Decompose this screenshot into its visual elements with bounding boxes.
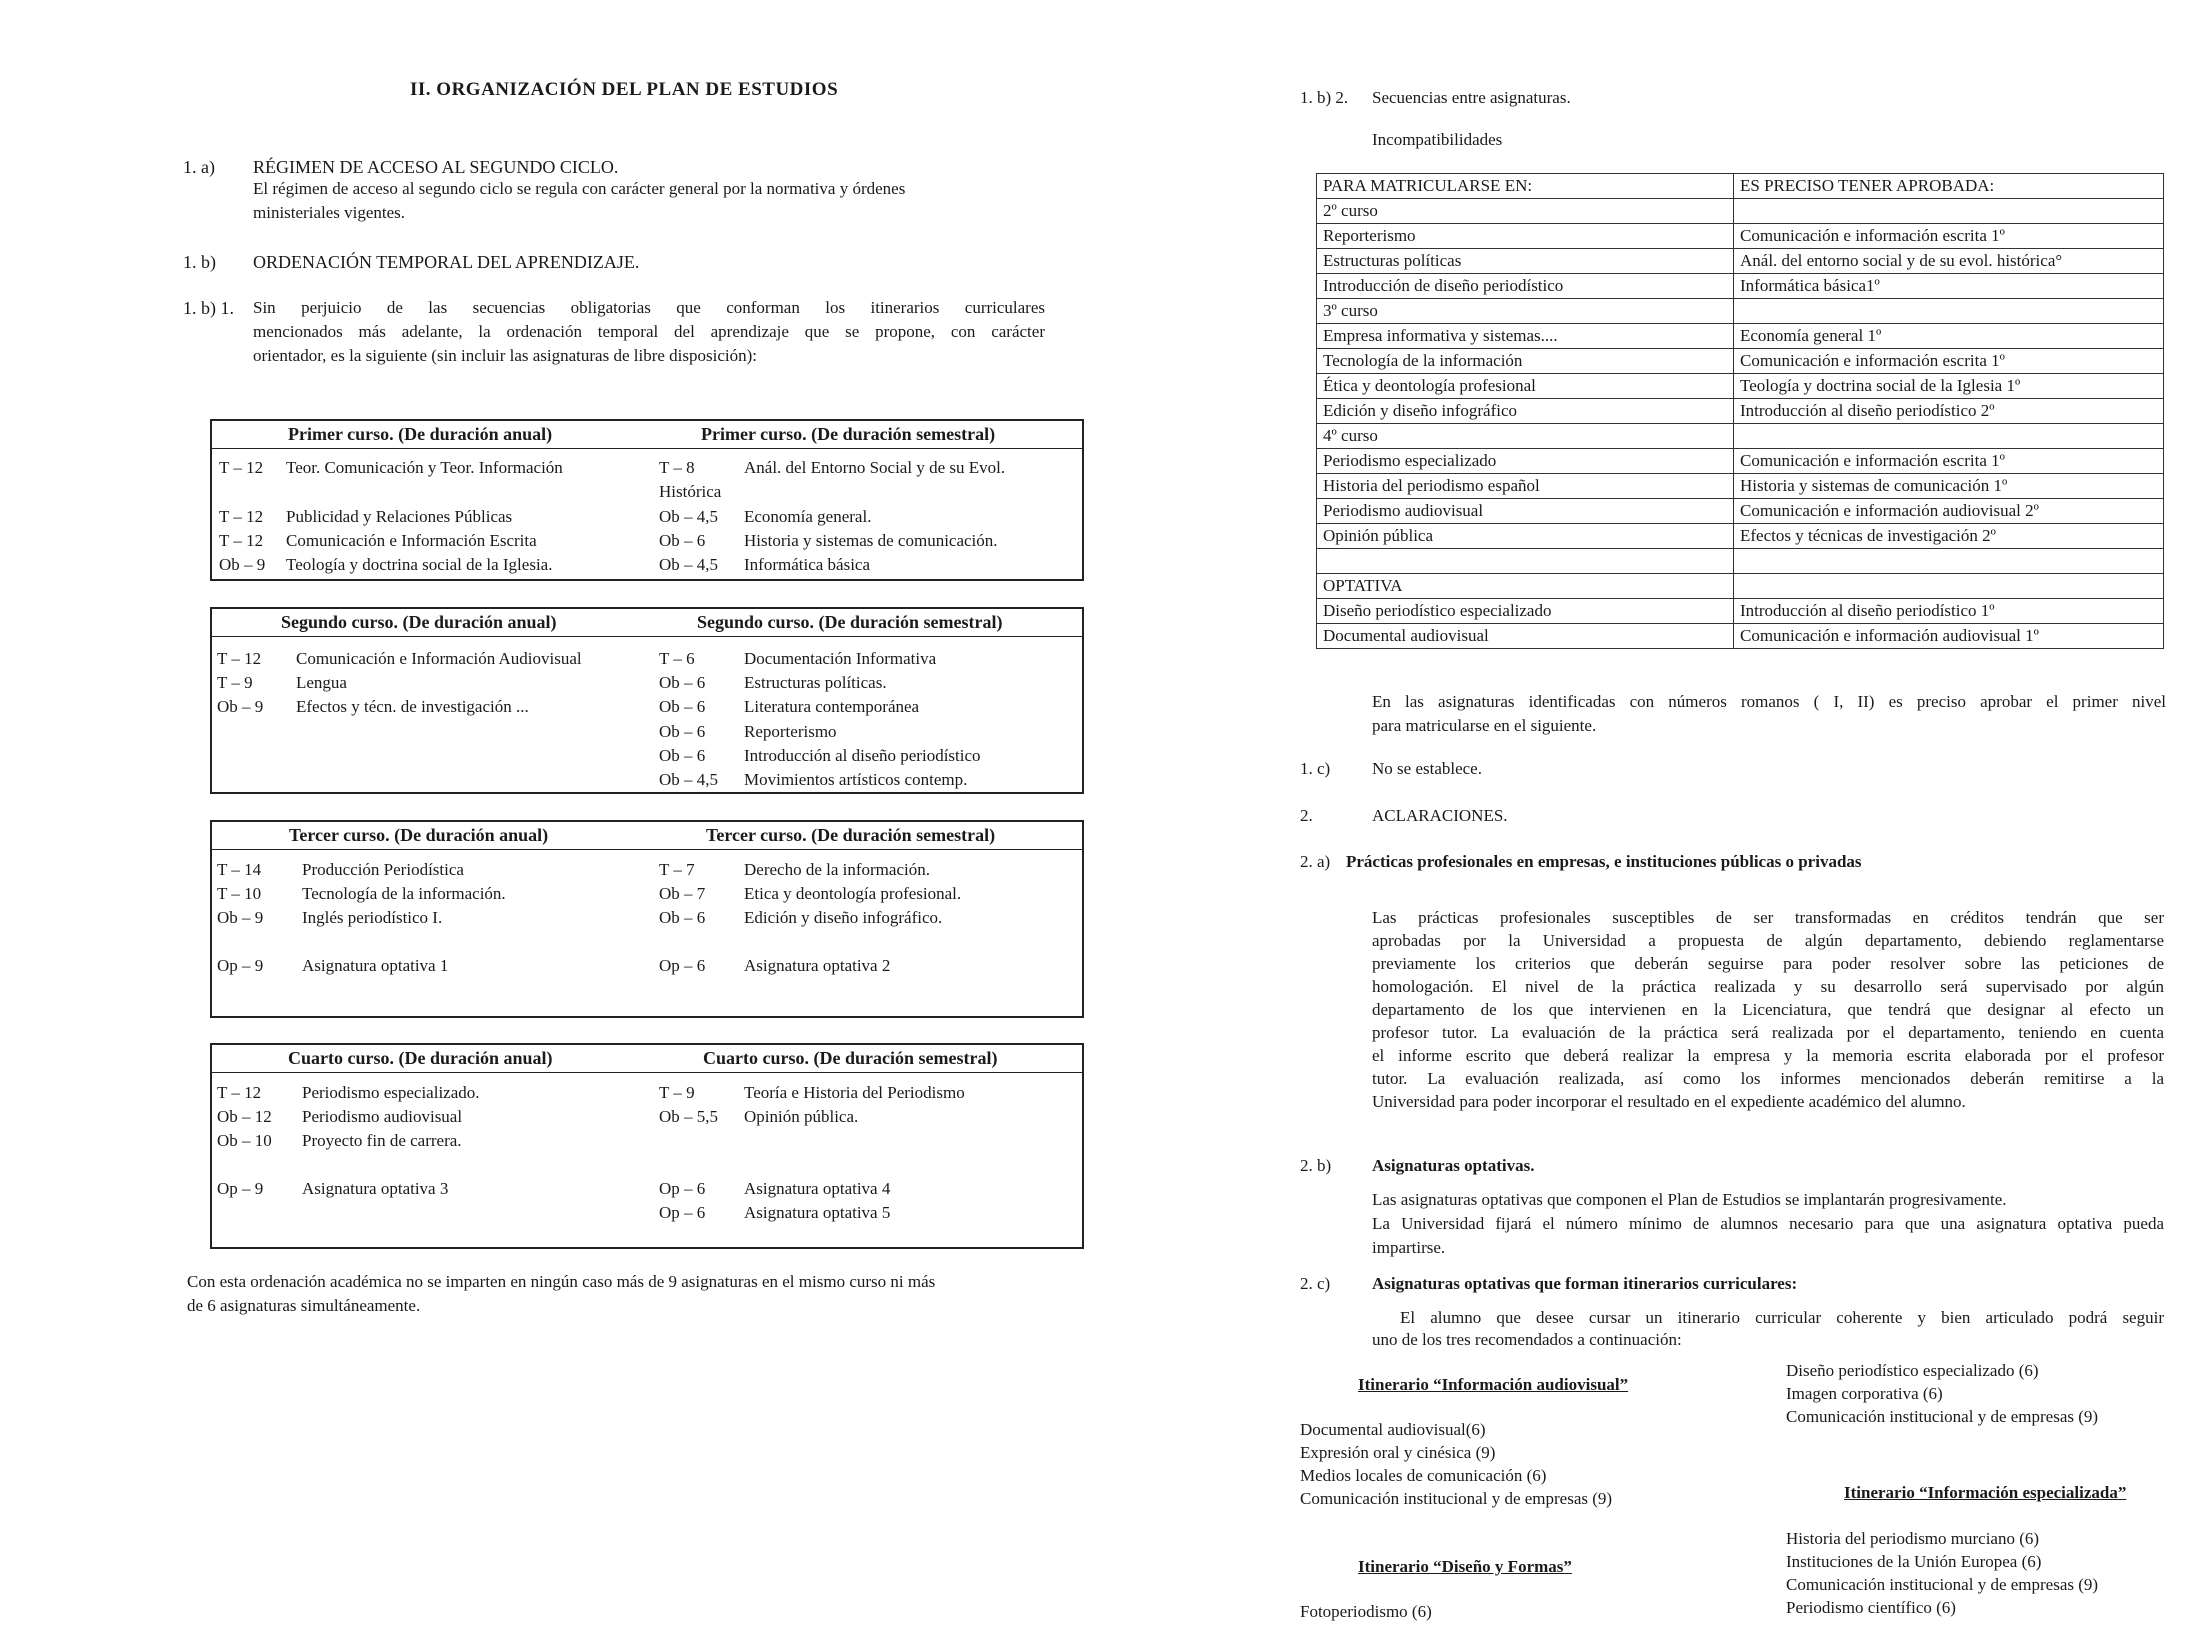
paragraph (1372, 906, 2164, 1113)
table-row (1317, 199, 2164, 224)
section-heading: Asignaturas optativas que forman itinerarios curriculares: (1372, 1274, 1798, 1293)
table-row (212, 954, 1082, 978)
subject-name: Efectos y técn. de investigación ... (296, 697, 529, 716)
table-cell: Edición y diseño infográfico (1317, 399, 1734, 424)
table-row (212, 553, 1082, 577)
table-cell: Opinión pública (1317, 524, 1734, 549)
table-cell: Tecnología de la información (1317, 349, 1734, 374)
type-code: T – 12 (219, 458, 264, 477)
table-cell: Informática básica1º (1734, 274, 2164, 299)
section-heading: Prácticas profesionales en empresas, e instituciones públicas o privadas (1346, 852, 1862, 871)
table-row (1317, 399, 2164, 424)
subject-name: Comunicación e Información Audiovisual (296, 649, 582, 668)
list-item: Comunicación institucional y de empresas (9) (1786, 1407, 2099, 1426)
type-code: T – 9 (659, 1083, 695, 1102)
paragraph-line: de 6 asignaturas simultáneamente. (187, 1296, 421, 1315)
paragraph-line: Con esta ordenación académica no se imparten en ningún caso más de 9 asignaturas en el mismo curso ni más (187, 1272, 936, 1291)
header-semester: Primer curso. (De duración semestral) (701, 424, 996, 444)
table-cell: Ética y deontología profesional (1317, 374, 1734, 399)
type-code: Op – 9 (217, 956, 264, 975)
table-row (212, 647, 1082, 671)
section-number: 2. c) (1300, 1274, 1331, 1293)
table-cell: Economía general 1º (1734, 324, 2164, 349)
table-cell: Introducción al diseño periodístico 1º (1734, 599, 2164, 624)
subject-name: Historia y sistemas de comunicación. (744, 531, 998, 550)
section-heading: ACLARACIONES. (1372, 806, 1508, 825)
subject-name: Teor. Comunicación y Teor. Información (286, 458, 563, 477)
subject-name: Opinión pública. (744, 1107, 859, 1126)
type-code: Ob – 6 (659, 531, 706, 550)
type-code: T – 12 (217, 649, 262, 668)
section-number: 1. b) (183, 252, 216, 272)
paragraph-line: El régimen de acceso al segundo ciclo se regula con carácter general por la normativa y órdenes (253, 179, 906, 198)
subject-name: Estructuras políticas. (744, 673, 887, 692)
header-cell: PARA MATRICULARSE EN: (1317, 174, 1734, 199)
list-item: Imagen corporativa (6) (1786, 1384, 1943, 1403)
list-item: Periodismo científico (6) (1786, 1598, 1956, 1617)
type-code: Ob – 4,5 (659, 555, 719, 574)
table-cell: 4º curso (1317, 424, 1734, 449)
table-cell: Anál. del entorno social y de su evol. histórica° (1734, 249, 2164, 274)
section-heading: Secuencias entre asignaturas. (1372, 88, 1571, 107)
section-heading: ORDENACIÓN TEMPORAL DEL APRENDIZAJE. (253, 252, 640, 272)
subject-name: Asignatura optativa 2 (744, 956, 891, 975)
table-row (212, 720, 1082, 744)
table-row (1317, 424, 2164, 449)
paragraph-line: Sin perjuicio de las secuencias obligatorias que conforman los itinerarios curriculares (253, 298, 1045, 317)
table-row (212, 1081, 1082, 1105)
table-row (1317, 274, 2164, 299)
list-item: Diseño periodístico especializado (6) (1786, 1361, 2039, 1380)
type-code: Ob – 4,5 (659, 507, 719, 526)
table-row (212, 768, 1082, 792)
itinerary-title: Itinerario “Diseño y Formas” (1358, 1557, 1572, 1576)
paragraph-line: impartirse. (1372, 1238, 1446, 1257)
paragraph-line: La Universidad fijará el número mínimo de alumnos necesario para que una asignatura optativa pueda (1372, 1214, 2164, 1233)
section-number: 1. a) (183, 157, 215, 177)
table-cell: Comunicación e información audiovisual 1º (1734, 624, 2164, 649)
table-cell (1734, 549, 2164, 574)
paragraph-line: aprobadas por la Universidad a propuesta de algún departamento, debiendo reglamentarse (1372, 931, 2164, 950)
subject-name: Asignatura optativa 1 (302, 956, 449, 975)
table-cell: 2º curso (1317, 199, 1734, 224)
subject-name: Proyecto fin de carrera. (302, 1131, 462, 1150)
table-cell: Comunicación e información escrita 1º (1734, 224, 2164, 249)
table-row (212, 882, 1082, 906)
type-code: Ob – 6 (659, 746, 706, 765)
subject-name: Inglés periodístico I. (302, 908, 443, 927)
list-item: Historia del periodismo murciano (6) (1786, 1529, 2040, 1548)
list-item: Instituciones de la Unión Europea (6) (1786, 1552, 2042, 1571)
table-cell (1734, 424, 2164, 449)
table-row (1317, 524, 2164, 549)
table-row (212, 744, 1082, 768)
header-semester: Tercer curso. (De duración semestral) (706, 825, 996, 845)
subject-name: Teología y doctrina social de la Iglesia. (286, 555, 553, 574)
table-header (212, 421, 1082, 449)
type-code: Ob – 6 (659, 673, 706, 692)
table-row (1317, 474, 2164, 499)
type-code: Ob – 7 (659, 884, 706, 903)
paragraph-line: departamento de los que intervienen en la Licenciatura, que tendrá que designar al efecto un (1372, 1000, 2164, 1019)
table-row (212, 695, 1082, 719)
table-cell (1317, 549, 1734, 574)
table-cell: Introducción al diseño periodístico 2º (1734, 399, 2164, 424)
paragraph-line: el informe escrito que deberá realizar la empresa y la memoria escrita elaborada por el profesor (1372, 1046, 2164, 1065)
list-item: Comunicación institucional y de empresas (9) (1300, 1489, 1613, 1508)
paragraph-line: homologación. El nivel de la práctica realizada y su desarrollo será supervisado por algún (1372, 977, 2164, 996)
subject-name: Teoría e Historia del Periodismo (744, 1083, 965, 1102)
itinerary-list (1300, 1418, 1612, 1510)
table-cell: Teología y doctrina social de la Iglesia 1º (1734, 374, 2164, 399)
subject-name: Documentación Informativa (744, 649, 937, 668)
subject-name: Periodismo audiovisual (302, 1107, 463, 1126)
subheading: Incompatibilidades (1372, 130, 1503, 149)
itinerary-title: Itinerario “Información especializada” (1844, 1483, 2127, 1502)
type-code: Ob – 6 (659, 697, 706, 716)
table-row (212, 1177, 1082, 1201)
list-item: Expresión oral y cinésica (9) (1300, 1443, 1496, 1462)
table-row (212, 1201, 1082, 1225)
type-code: Ob – 6 (659, 908, 706, 927)
table-cell: Estructuras políticas (1317, 249, 1734, 274)
subject-name: Asignatura optativa 5 (744, 1203, 891, 1222)
header-cell: ES PRECISO TENER APROBADA: (1734, 174, 2164, 199)
subject-name: Reporterismo (744, 722, 837, 741)
list-item: Medios locales de comunicación (6) (1300, 1466, 1547, 1485)
section-number: 2. a) (1300, 852, 1331, 871)
subject-name: Economía general. (744, 507, 872, 526)
table-row (212, 906, 1082, 930)
section-number: 1. b) 2. (1300, 88, 1349, 107)
type-code: T – 12 (217, 1083, 262, 1102)
table-cell: Comunicación e información escrita 1º (1734, 449, 2164, 474)
table-row (1317, 499, 2164, 524)
paragraph-line: En las asignaturas identificadas con números romanos ( I, II) es preciso aprobar el primer nivel (1372, 692, 2166, 711)
subject-name: Publicidad y Relaciones Públicas (286, 507, 513, 526)
table-row (1317, 374, 2164, 399)
table-row (1317, 574, 2164, 599)
type-code: Ob – 9 (219, 555, 266, 574)
type-code: Ob – 5,5 (659, 1107, 719, 1126)
subject-name: Periodismo especializado. (302, 1083, 480, 1102)
table-primer-curso (210, 419, 1084, 581)
type-code: Op – 6 (659, 1179, 706, 1198)
header-annual: Segundo curso. (De duración anual) (281, 612, 557, 632)
paragraph-line: orientador, es la siguiente (sin incluir las asignaturas de libre disposición): (253, 346, 757, 365)
table-cell: Empresa informativa y sistemas.... (1317, 324, 1734, 349)
table-cell: 3º curso (1317, 299, 1734, 324)
table-row (212, 671, 1082, 695)
type-code: T – 6 (659, 649, 695, 668)
paragraph-line: uno de los tres recomendados a continuación: (1372, 1330, 1682, 1349)
page-title: II. ORGANIZACIÓN DEL PLAN DE ESTUDIOS (410, 79, 839, 100)
table-header (212, 822, 1082, 850)
table-cell: Comunicación e información escrita 1º (1734, 349, 2164, 374)
section-number: 2. b) (1300, 1156, 1332, 1175)
subject-name: Etica y deontología profesional. (744, 884, 962, 903)
paragraph-line: profesor tutor. La evaluación de la práctica será realizada por el departamento, teniendo en cuenta (1372, 1023, 2164, 1042)
paragraph-line: Las prácticas profesionales susceptibles de ser transformadas en créditos tendrán que ser (1372, 908, 2164, 927)
table-header (1317, 174, 2164, 199)
itinerary-title: Itinerario “Información audiovisual” (1358, 1375, 1629, 1394)
paragraph-line: previamente los criterios que deberán seguirse para poder resolver sobre las peticiones de (1372, 954, 2164, 973)
subject-name: Lengua (296, 673, 347, 692)
list-item: Fotoperiodismo (6) (1300, 1602, 1432, 1621)
table-row (1317, 549, 2164, 574)
table-cell: Efectos y técnicas de investigación 2º (1734, 524, 2164, 549)
section-heading: RÉGIMEN DE ACCESO AL SEGUNDO CICLO. (253, 157, 619, 177)
table-row (212, 480, 1082, 504)
table-header (212, 609, 1082, 637)
subject-name: Derecho de la información. (744, 860, 930, 879)
table-cell: Diseño periodístico especializado (1317, 599, 1734, 624)
table-row (212, 858, 1082, 882)
subject-name: Comunicación e Información Escrita (286, 531, 537, 550)
type-code: T – 12 (219, 507, 264, 526)
itinerary-list (1786, 1527, 2098, 1619)
type-code: T – 7 (659, 860, 695, 879)
table-cell (1734, 299, 2164, 324)
type-code: Ob – 10 (217, 1131, 272, 1150)
type-code: Ob – 9 (217, 697, 264, 716)
paragraph-line: Las asignaturas optativas que componen el Plan de Estudios se implantarán progresivamente. (1372, 1190, 2007, 1209)
table-row (1317, 224, 2164, 249)
subject-name: Anál. del Entorno Social y de su Evol. (744, 458, 1006, 477)
table-cuarto-curso (210, 1043, 1084, 1249)
table-row (1317, 249, 2164, 274)
table-cell: Reporterismo (1317, 224, 1734, 249)
table-cell: Comunicación e información audiovisual 2º (1734, 499, 2164, 524)
section-heading: Asignaturas optativas. (1372, 1156, 1535, 1175)
header-semester: Segundo curso. (De duración semestral) (697, 612, 1003, 632)
table-row (212, 456, 1082, 480)
subject-name: Introducción al diseño periodístico (744, 746, 981, 765)
header-annual: Cuarto curso. (De duración anual) (288, 1048, 553, 1068)
type-code: Op – 6 (659, 956, 706, 975)
type-code: Ob – 6 (659, 722, 706, 741)
type-code: Ob – 9 (217, 908, 264, 927)
subject-name: Literatura contemporánea (744, 697, 920, 716)
table-row (1317, 624, 2164, 649)
section-number: 1. b) 1. (183, 298, 234, 318)
table-row (212, 505, 1082, 529)
paragraph-line: No se establece. (1372, 759, 1482, 778)
table-row (1317, 449, 2164, 474)
paragraph-line: para matricularse en el siguiente. (1372, 716, 1597, 735)
table-cell: Periodismo especializado (1317, 449, 1734, 474)
table-tercer-curso (210, 820, 1084, 1018)
paragraph-line: El alumno que desee cursar un itinerario curricular coherente y bien articulado podrá seguir (1400, 1308, 2164, 1327)
table-row (212, 529, 1082, 553)
header-annual: Tercer curso. (De duración anual) (289, 825, 549, 845)
paragraph-line: Universidad para poder incorporar el resultado en el expediente académico del alumno. (1372, 1092, 1966, 1111)
table-row (1317, 299, 2164, 324)
itinerary-list-continued (1786, 1359, 2098, 1428)
subject-name: Producción Periodística (302, 860, 464, 879)
paragraph-line: tutor. La evaluación realizada, así como los informes mencionados deberán remitirse a la (1372, 1069, 2164, 1088)
table-cell: Historia y sistemas de comunicación 1º (1734, 474, 2164, 499)
table-row (212, 1129, 1082, 1153)
subject-name: Asignatura optativa 3 (302, 1179, 449, 1198)
type-code: T – 8 (659, 458, 695, 477)
table-cell: Introducción de diseño periodístico (1317, 274, 1734, 299)
section-number: 2. (1300, 806, 1313, 825)
section-number: 1. c) (1300, 759, 1331, 778)
type-code: T – 9 (217, 673, 253, 692)
type-code: Ob – 4,5 (659, 770, 719, 789)
table-cell: Periodismo audiovisual (1317, 499, 1734, 524)
paragraph-line: mencionados más adelante, la ordenación temporal del aprendizaje que se propone, con carácter (253, 322, 1045, 341)
subject-name: Movimientos artísticos contemp. (744, 770, 968, 789)
header-semester: Cuarto curso. (De duración semestral) (703, 1048, 998, 1068)
list-item: Comunicación institucional y de empresas (9) (1786, 1575, 2099, 1594)
table-cell (1734, 574, 2164, 599)
subject-name: Asignatura optativa 4 (744, 1179, 891, 1198)
header-annual: Primer curso. (De duración anual) (288, 424, 553, 444)
table-cell: OPTATIVA (1317, 574, 1734, 599)
table-row (212, 1105, 1082, 1129)
type-code: Op – 6 (659, 1203, 706, 1222)
table-row (1317, 324, 2164, 349)
subject-name: Informática básica (744, 555, 871, 574)
paragraph-line: ministeriales vigentes. (253, 203, 406, 222)
table-cell: Historia del periodismo español (1317, 474, 1734, 499)
table-row (1317, 599, 2164, 624)
subject-name: Histórica (659, 482, 722, 501)
type-code: T – 10 (217, 884, 262, 903)
table-row (1317, 349, 2164, 374)
subject-name: Edición y diseño infográfico. (744, 908, 943, 927)
table-cell (1734, 199, 2164, 224)
table-header (212, 1045, 1082, 1073)
type-code: T – 12 (219, 531, 264, 550)
type-code: T – 14 (217, 860, 262, 879)
list-item: Documental audiovisual(6) (1300, 1420, 1486, 1439)
type-code: Op – 9 (217, 1179, 264, 1198)
type-code: Ob – 12 (217, 1107, 272, 1126)
subject-name: Tecnología de la información. (302, 884, 506, 903)
table-segundo-curso (210, 607, 1084, 794)
incompatibilities-table (1316, 173, 2164, 649)
table-cell: Documental audiovisual (1317, 624, 1734, 649)
